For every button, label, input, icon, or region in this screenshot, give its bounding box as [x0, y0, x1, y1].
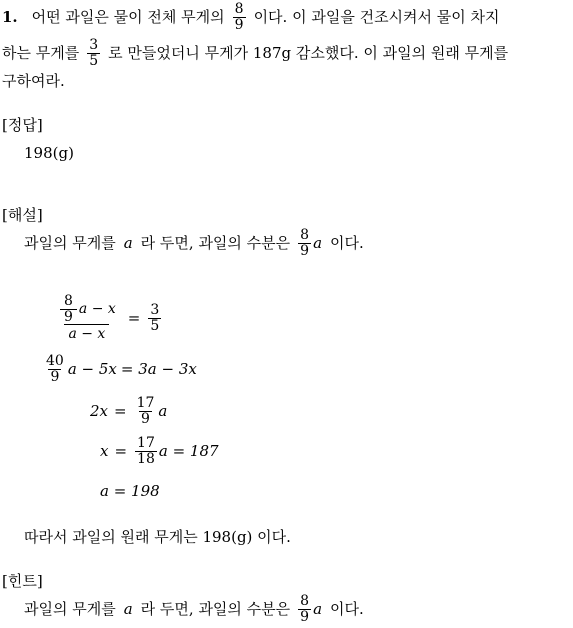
- equation-1-rhs-fraction: [148, 303, 161, 333]
- fraction-denominator: 9: [60, 309, 77, 325]
- equation-4-fraction: [135, 436, 157, 466]
- equation-2: [42, 354, 197, 384]
- problem-text-3: 구하여라.: [2, 72, 65, 90]
- equals-sign: =: [127, 309, 141, 328]
- answer-value: 198(g): [24, 144, 74, 162]
- fraction-denominator: 5: [89, 52, 99, 69]
- problem-line-2: [2, 38, 508, 68]
- equation-1-inner-fraction: [60, 294, 77, 324]
- equals-sign: =: [114, 442, 128, 461]
- problem-fraction-2: [87, 38, 100, 68]
- solution-intro-text-c: 이다.: [330, 234, 364, 253]
- solution-intro-var: a: [123, 234, 133, 253]
- equation-2-fraction: [44, 354, 66, 384]
- answer-heading: [정답]: [2, 116, 43, 134]
- problem-line-1: [2, 2, 500, 32]
- equation-4-lhs: x: [100, 442, 109, 461]
- fraction-numerator: 8: [300, 227, 310, 243]
- equation-2-lhs-rest: a − 5x: [67, 360, 117, 379]
- equation-3-var: a: [158, 402, 168, 421]
- problem-text-1a: 어떤 과일은 물이 전체 무게의: [31, 8, 225, 27]
- hint-var-2: a: [313, 600, 323, 619]
- fraction-numerator: 40: [46, 353, 64, 369]
- equation-3: [90, 396, 167, 426]
- hint-var: a: [123, 600, 133, 619]
- fraction-numerator: 8: [300, 593, 310, 609]
- solution-intro-text-b: 라 두면, 과일의 수분은: [140, 234, 291, 253]
- solution-intro-text-a: 과일의 무게를: [24, 234, 116, 253]
- fraction-numerator: 3: [150, 301, 160, 318]
- fraction-numerator: 17: [136, 395, 155, 411]
- equation-1-denominator: a − x: [64, 324, 109, 342]
- equals-sign: =: [114, 402, 127, 421]
- fraction-denominator: 5: [150, 317, 160, 334]
- equation-2-rhs: = 3a − 3x: [120, 360, 197, 379]
- solution-conclusion: 따라서 과일의 원래 무게는 198(g) 이다.: [24, 528, 291, 546]
- fraction-denominator: 18: [137, 450, 155, 467]
- hint-text: [24, 594, 364, 624]
- hint-text-a: 과일의 무게를: [24, 600, 116, 619]
- equation-1-numerator-rest: a − x: [78, 300, 116, 317]
- equation-3-fraction: [135, 396, 157, 426]
- equation-1-lhs-fraction: [54, 294, 120, 342]
- fraction-denominator: 9: [300, 242, 310, 259]
- problem-text-2a: 하는 무게를: [2, 44, 80, 63]
- fraction-denominator: 9: [300, 608, 310, 625]
- equation-1: [52, 294, 163, 342]
- hint-fraction: [298, 594, 311, 624]
- hint-text-b: 라 두면, 과일의 수분은: [140, 600, 291, 619]
- equation-3-lhs: 2x: [90, 402, 109, 421]
- hint-text-c: 이다.: [330, 600, 364, 619]
- solution-intro: [24, 228, 364, 258]
- equation-5: a = 198: [100, 482, 160, 500]
- solution-intro-fraction: [298, 228, 311, 258]
- fraction-denominator: 9: [141, 410, 150, 427]
- fraction-denominator: 9: [234, 16, 244, 33]
- fraction-numerator: 17: [137, 435, 155, 451]
- problem-fraction-1: [233, 2, 246, 32]
- hint-heading: [힌트]: [2, 572, 43, 590]
- equation-4-rest: a = 187: [158, 442, 219, 461]
- fraction-numerator: 8: [64, 293, 73, 309]
- solution-heading: [해설]: [2, 206, 43, 224]
- equation-4: [100, 436, 219, 466]
- problem-number: 1.: [2, 8, 18, 27]
- fraction-numerator: 3: [89, 37, 99, 53]
- problem-text-1b: 이다. 이 과일을 건조시켜서 물이 차지: [253, 8, 500, 27]
- equation-1-numerator: [54, 294, 120, 324]
- fraction-numerator: 8: [234, 1, 244, 17]
- fraction-denominator: 9: [50, 368, 60, 385]
- solution-intro-var-2: a: [313, 234, 323, 253]
- problem-text-2b: 로 만들었더니 무게가 187g 감소했다. 이 과일의 원래 무게를: [108, 44, 509, 63]
